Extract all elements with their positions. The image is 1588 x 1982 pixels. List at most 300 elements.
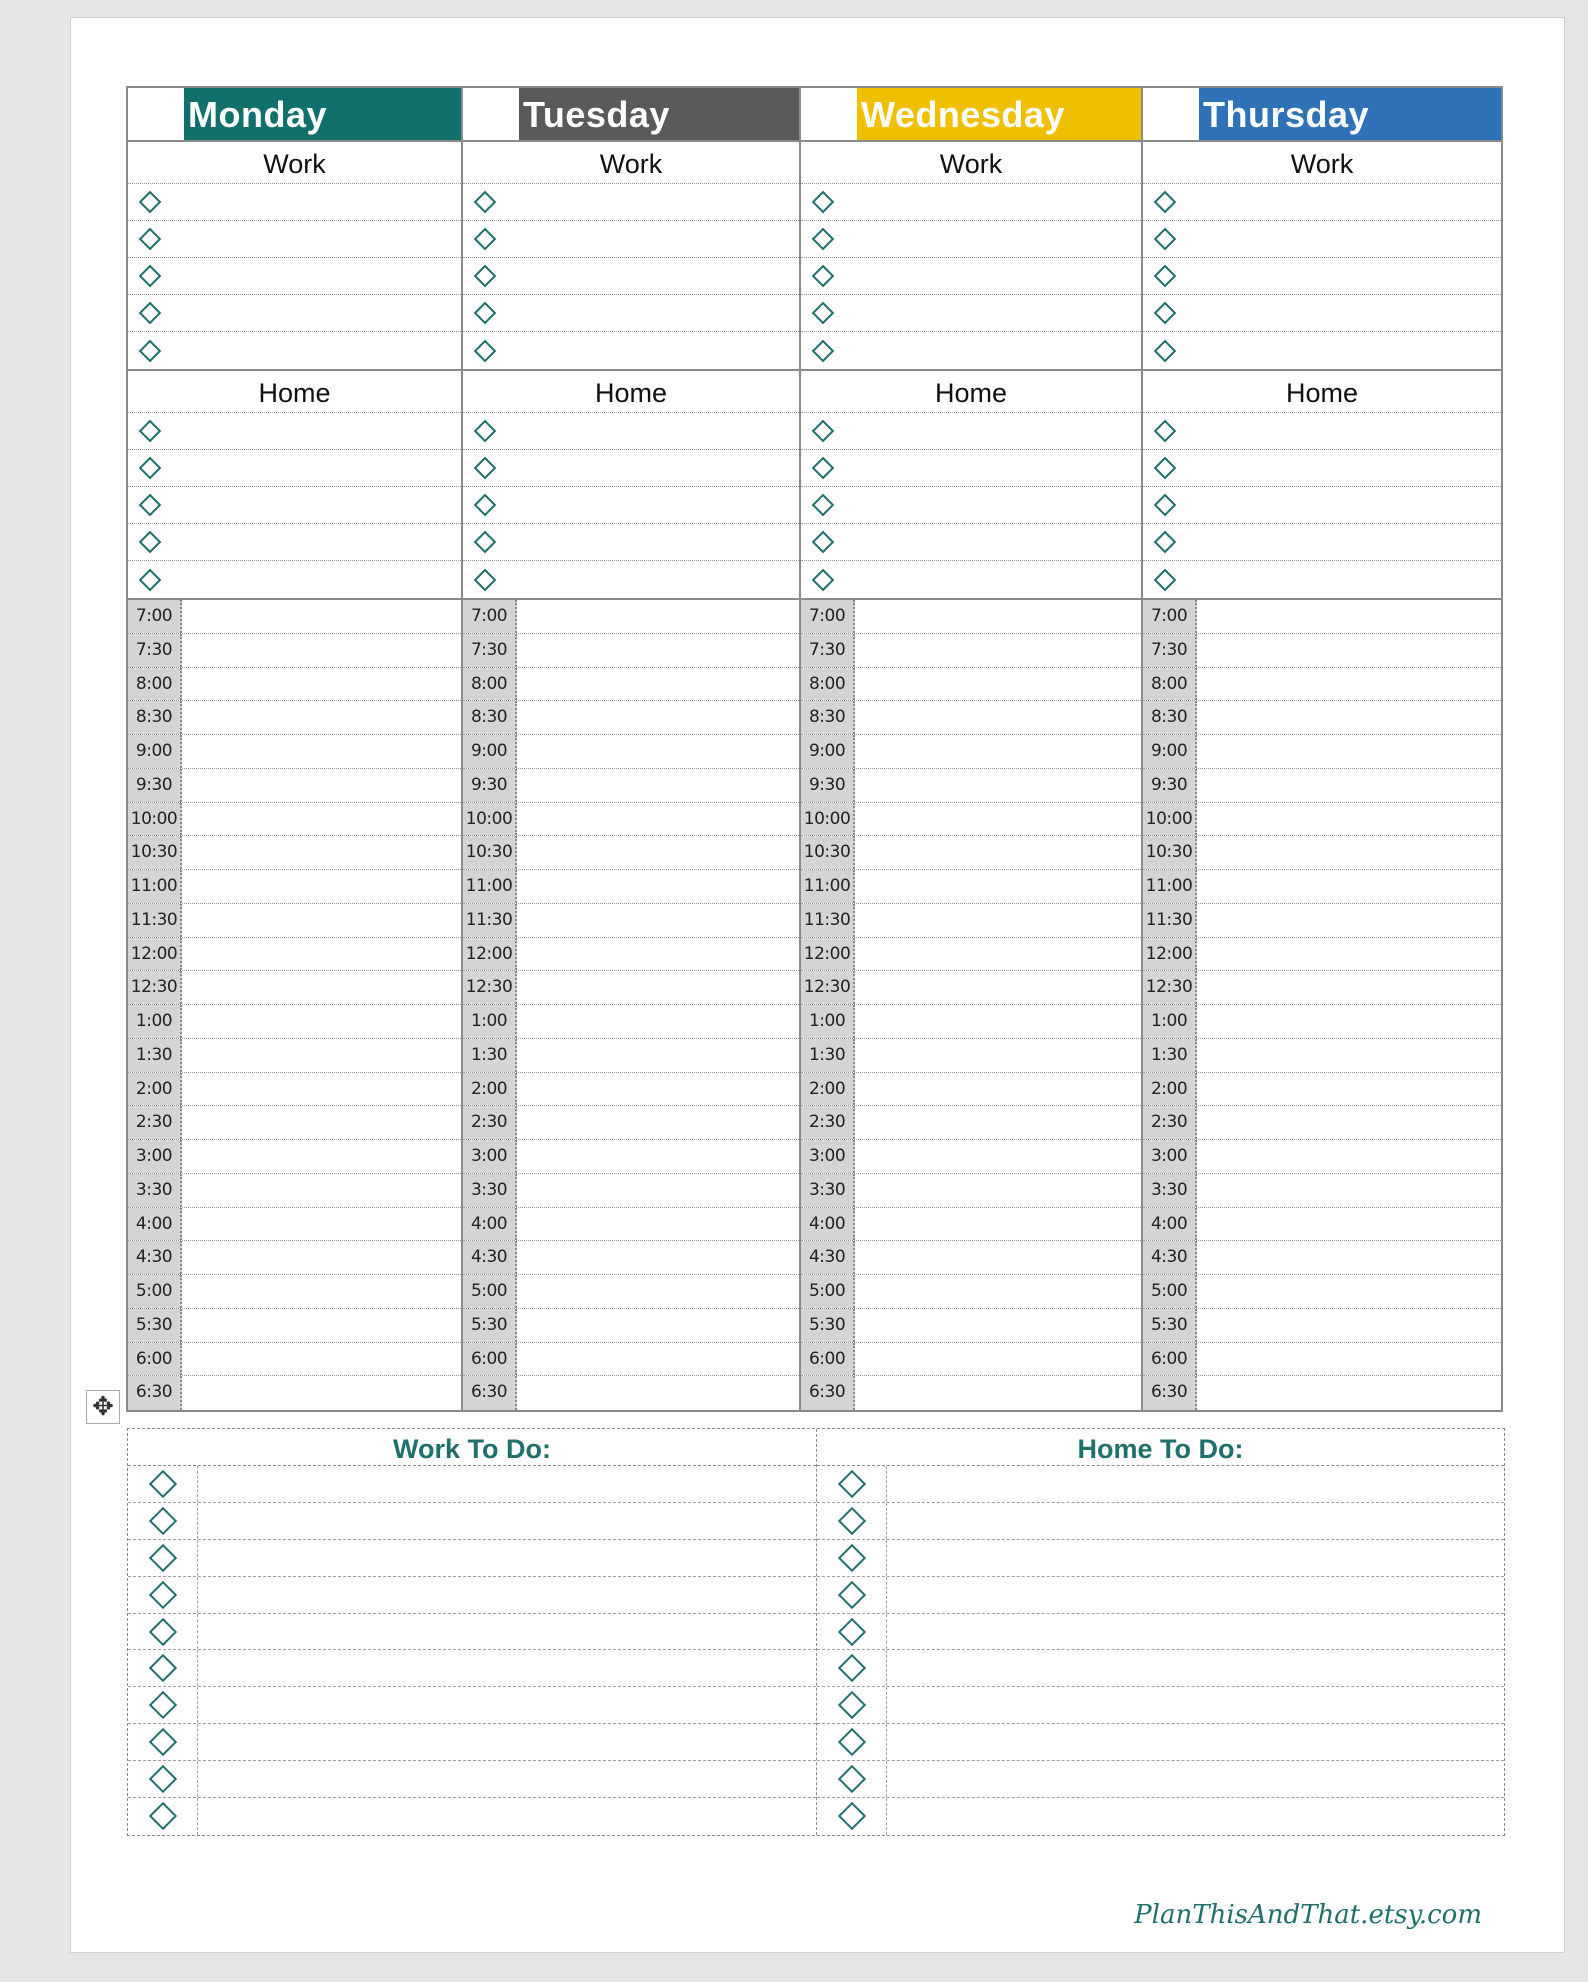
time-slot-entry[interactable] xyxy=(1197,904,1501,937)
todo-check-cell[interactable] xyxy=(817,1503,887,1539)
time-slot-entry[interactable] xyxy=(855,870,1141,903)
time-slot-entry[interactable] xyxy=(855,1073,1141,1106)
home-task-row[interactable] xyxy=(801,413,1141,450)
time-slot-row[interactable] xyxy=(1143,904,1501,938)
diamond-checkbox-icon[interactable] xyxy=(837,1691,865,1719)
home-task-row[interactable] xyxy=(463,450,799,487)
time-slot-row[interactable] xyxy=(463,803,799,837)
time-slot-entry[interactable] xyxy=(517,1208,799,1241)
time-slot-row[interactable] xyxy=(1143,769,1501,803)
time-slot-row[interactable] xyxy=(463,600,799,634)
todo-check-cell[interactable] xyxy=(128,1466,198,1502)
time-slot-entry[interactable] xyxy=(855,634,1141,667)
diamond-checkbox-icon[interactable] xyxy=(812,265,835,288)
time-slot-entry[interactable] xyxy=(855,1039,1141,1072)
diamond-checkbox-icon[interactable] xyxy=(474,420,497,443)
diamond-checkbox-icon[interactable] xyxy=(148,1728,176,1756)
home-todo-row[interactable] xyxy=(817,1724,1504,1761)
diamond-checkbox-icon[interactable] xyxy=(812,420,835,443)
diamond-checkbox-icon[interactable] xyxy=(474,228,497,251)
time-slot-entry[interactable] xyxy=(517,1140,799,1173)
time-slot-row[interactable] xyxy=(128,1106,461,1140)
time-slot-entry[interactable] xyxy=(182,701,461,734)
todo-entry[interactable] xyxy=(198,1577,816,1613)
time-slot-row[interactable] xyxy=(801,1208,1141,1242)
diamond-checkbox-icon[interactable] xyxy=(1154,457,1177,480)
diamond-checkbox-icon[interactable] xyxy=(837,1470,865,1498)
work-todo-row[interactable] xyxy=(128,1540,816,1577)
work-todo-row[interactable] xyxy=(128,1798,816,1835)
diamond-checkbox-icon[interactable] xyxy=(474,457,497,480)
time-slot-entry[interactable] xyxy=(517,1106,799,1139)
todo-entry[interactable] xyxy=(887,1650,1504,1686)
time-slot-row[interactable] xyxy=(801,1343,1141,1377)
todo-check-cell[interactable] xyxy=(817,1687,887,1723)
home-task-row[interactable] xyxy=(128,413,461,450)
time-slot-entry[interactable] xyxy=(1197,938,1501,971)
home-todo-row[interactable] xyxy=(817,1761,1504,1798)
home-todo-row[interactable] xyxy=(817,1614,1504,1651)
time-slot-entry[interactable] xyxy=(517,1073,799,1106)
time-slot-entry[interactable] xyxy=(182,1309,461,1342)
time-slot-entry[interactable] xyxy=(855,803,1141,836)
time-slot-row[interactable] xyxy=(463,634,799,668)
home-task-row[interactable] xyxy=(801,561,1141,598)
time-slot-row[interactable] xyxy=(1143,1376,1501,1410)
time-slot-row[interactable] xyxy=(128,803,461,837)
work-task-row[interactable] xyxy=(463,332,799,369)
time-slot-row[interactable] xyxy=(801,1309,1141,1343)
time-slot-entry[interactable] xyxy=(182,1376,461,1410)
time-slot-entry[interactable] xyxy=(855,735,1141,768)
time-slot-entry[interactable] xyxy=(517,1005,799,1038)
diamond-checkbox-icon[interactable] xyxy=(812,228,835,251)
time-slot-entry[interactable] xyxy=(855,1174,1141,1207)
todo-entry[interactable] xyxy=(198,1650,816,1686)
time-slot-row[interactable] xyxy=(463,1343,799,1377)
todo-entry[interactable] xyxy=(198,1503,816,1539)
time-slot-row[interactable] xyxy=(463,1140,799,1174)
work-todo-row[interactable] xyxy=(128,1650,816,1687)
home-todo-row[interactable] xyxy=(817,1798,1504,1835)
diamond-checkbox-icon[interactable] xyxy=(1154,302,1177,325)
time-slot-entry[interactable] xyxy=(517,1241,799,1274)
todo-check-cell[interactable] xyxy=(128,1761,198,1797)
diamond-checkbox-icon[interactable] xyxy=(812,302,835,325)
work-task-row[interactable] xyxy=(1143,332,1501,369)
time-slot-row[interactable] xyxy=(463,1106,799,1140)
time-slot-entry[interactable] xyxy=(182,600,461,633)
time-slot-row[interactable] xyxy=(463,1005,799,1039)
time-slot-entry[interactable] xyxy=(855,938,1141,971)
time-slot-row[interactable] xyxy=(801,1275,1141,1309)
time-slot-row[interactable] xyxy=(128,971,461,1005)
time-slot-row[interactable] xyxy=(128,1343,461,1377)
time-slot-row[interactable] xyxy=(463,870,799,904)
time-slot-row[interactable] xyxy=(801,701,1141,735)
time-slot-row[interactable] xyxy=(801,803,1141,837)
time-slot-entry[interactable] xyxy=(1197,735,1501,768)
time-slot-entry[interactable] xyxy=(855,904,1141,937)
home-task-row[interactable] xyxy=(128,450,461,487)
time-slot-row[interactable] xyxy=(128,938,461,972)
time-slot-row[interactable] xyxy=(128,1376,461,1410)
todo-check-cell[interactable] xyxy=(128,1503,198,1539)
diamond-checkbox-icon[interactable] xyxy=(148,1802,176,1830)
diamond-checkbox-icon[interactable] xyxy=(837,1802,865,1830)
work-todo-row[interactable] xyxy=(128,1724,816,1761)
time-slot-row[interactable] xyxy=(801,870,1141,904)
time-slot-row[interactable] xyxy=(463,971,799,1005)
time-slot-row[interactable] xyxy=(801,1073,1141,1107)
diamond-checkbox-icon[interactable] xyxy=(1154,568,1177,591)
home-task-row[interactable] xyxy=(1143,450,1501,487)
time-slot-entry[interactable] xyxy=(1197,1106,1501,1139)
time-slot-entry[interactable] xyxy=(517,938,799,971)
time-slot-row[interactable] xyxy=(1143,803,1501,837)
todo-check-cell[interactable] xyxy=(817,1724,887,1760)
diamond-checkbox-icon[interactable] xyxy=(474,531,497,554)
diamond-checkbox-icon[interactable] xyxy=(139,494,162,517)
time-slot-entry[interactable] xyxy=(517,668,799,701)
diamond-checkbox-icon[interactable] xyxy=(148,1617,176,1645)
work-task-row[interactable] xyxy=(463,258,799,295)
time-slot-row[interactable] xyxy=(1143,1005,1501,1039)
todo-entry[interactable] xyxy=(887,1503,1504,1539)
diamond-checkbox-icon[interactable] xyxy=(148,1765,176,1793)
time-slot-row[interactable] xyxy=(128,701,461,735)
diamond-checkbox-icon[interactable] xyxy=(1154,228,1177,251)
diamond-checkbox-icon[interactable] xyxy=(837,1580,865,1608)
time-slot-row[interactable] xyxy=(463,904,799,938)
diamond-checkbox-icon[interactable] xyxy=(837,1544,865,1572)
time-slot-entry[interactable] xyxy=(182,1005,461,1038)
diamond-checkbox-icon[interactable] xyxy=(148,1691,176,1719)
time-slot-row[interactable] xyxy=(463,1208,799,1242)
diamond-checkbox-icon[interactable] xyxy=(1154,265,1177,288)
table-move-handle-icon[interactable]: ✥ xyxy=(86,1390,120,1424)
todo-entry[interactable] xyxy=(887,1614,1504,1650)
time-slot-entry[interactable] xyxy=(182,938,461,971)
diamond-checkbox-icon[interactable] xyxy=(1154,420,1177,443)
time-slot-entry[interactable] xyxy=(1197,1005,1501,1038)
time-slot-entry[interactable] xyxy=(517,870,799,903)
time-slot-row[interactable] xyxy=(1143,971,1501,1005)
time-slot-row[interactable] xyxy=(463,1241,799,1275)
time-slot-row[interactable] xyxy=(801,1174,1141,1208)
todo-entry[interactable] xyxy=(198,1798,816,1835)
time-slot-entry[interactable] xyxy=(855,836,1141,869)
time-slot-entry[interactable] xyxy=(182,1039,461,1072)
todo-entry[interactable] xyxy=(198,1466,816,1502)
home-todo-row[interactable] xyxy=(817,1540,1504,1577)
diamond-checkbox-icon[interactable] xyxy=(148,1544,176,1572)
todo-check-cell[interactable] xyxy=(817,1540,887,1576)
time-slot-row[interactable] xyxy=(1143,701,1501,735)
time-slot-entry[interactable] xyxy=(517,1275,799,1308)
time-slot-row[interactable] xyxy=(463,668,799,702)
time-slot-entry[interactable] xyxy=(517,1376,799,1410)
work-todo-row[interactable] xyxy=(128,1577,816,1614)
home-task-row[interactable] xyxy=(801,524,1141,561)
time-slot-entry[interactable] xyxy=(855,1241,1141,1274)
time-slot-entry[interactable] xyxy=(1197,836,1501,869)
work-task-row[interactable] xyxy=(1143,258,1501,295)
time-slot-row[interactable] xyxy=(1143,634,1501,668)
todo-entry[interactable] xyxy=(887,1798,1504,1835)
home-task-row[interactable] xyxy=(128,487,461,524)
work-task-row[interactable] xyxy=(128,332,461,369)
home-todo-row[interactable] xyxy=(817,1466,1504,1503)
time-slot-entry[interactable] xyxy=(182,870,461,903)
time-slot-row[interactable] xyxy=(1143,600,1501,634)
time-slot-entry[interactable] xyxy=(182,1208,461,1241)
time-slot-entry[interactable] xyxy=(1197,1039,1501,1072)
time-slot-entry[interactable] xyxy=(517,735,799,768)
time-slot-row[interactable] xyxy=(801,904,1141,938)
time-slot-entry[interactable] xyxy=(182,836,461,869)
time-slot-entry[interactable] xyxy=(1197,1140,1501,1173)
diamond-checkbox-icon[interactable] xyxy=(1154,531,1177,554)
todo-check-cell[interactable] xyxy=(128,1577,198,1613)
time-slot-row[interactable] xyxy=(128,1140,461,1174)
home-todo-row[interactable] xyxy=(817,1503,1504,1540)
diamond-checkbox-icon[interactable] xyxy=(474,494,497,517)
time-slot-entry[interactable] xyxy=(517,1343,799,1376)
time-slot-row[interactable] xyxy=(128,600,461,634)
time-slot-entry[interactable] xyxy=(182,1174,461,1207)
home-task-row[interactable] xyxy=(463,413,799,450)
time-slot-row[interactable] xyxy=(801,1376,1141,1410)
time-slot-row[interactable] xyxy=(801,938,1141,972)
todo-entry[interactable] xyxy=(887,1540,1504,1576)
time-slot-row[interactable] xyxy=(1143,668,1501,702)
time-slot-entry[interactable] xyxy=(855,1275,1141,1308)
diamond-checkbox-icon[interactable] xyxy=(148,1654,176,1682)
todo-entry[interactable] xyxy=(887,1761,1504,1797)
time-slot-entry[interactable] xyxy=(855,971,1141,1004)
time-slot-row[interactable] xyxy=(801,1039,1141,1073)
time-slot-row[interactable] xyxy=(801,836,1141,870)
todo-check-cell[interactable] xyxy=(817,1798,887,1835)
diamond-checkbox-icon[interactable] xyxy=(139,531,162,554)
home-task-row[interactable] xyxy=(128,561,461,598)
time-slot-entry[interactable] xyxy=(517,836,799,869)
todo-entry[interactable] xyxy=(887,1687,1504,1723)
time-slot-entry[interactable] xyxy=(517,1039,799,1072)
work-task-row[interactable] xyxy=(801,295,1141,332)
home-task-row[interactable] xyxy=(463,524,799,561)
todo-check-cell[interactable] xyxy=(817,1761,887,1797)
diamond-checkbox-icon[interactable] xyxy=(474,568,497,591)
time-slot-entry[interactable] xyxy=(182,1106,461,1139)
time-slot-row[interactable] xyxy=(1143,1174,1501,1208)
work-todo-row[interactable] xyxy=(128,1466,816,1503)
time-slot-entry[interactable] xyxy=(1197,1376,1501,1410)
diamond-checkbox-icon[interactable] xyxy=(139,191,162,214)
time-slot-row[interactable] xyxy=(128,1309,461,1343)
home-todo-row[interactable] xyxy=(817,1650,1504,1687)
time-slot-row[interactable] xyxy=(1143,735,1501,769)
work-todo-row[interactable] xyxy=(128,1687,816,1724)
work-task-row[interactable] xyxy=(1143,221,1501,258)
time-slot-entry[interactable] xyxy=(855,1309,1141,1342)
diamond-checkbox-icon[interactable] xyxy=(837,1728,865,1756)
time-slot-row[interactable] xyxy=(463,735,799,769)
time-slot-entry[interactable] xyxy=(517,634,799,667)
todo-entry[interactable] xyxy=(887,1466,1504,1502)
time-slot-row[interactable] xyxy=(463,1309,799,1343)
work-task-row[interactable] xyxy=(801,332,1141,369)
time-slot-row[interactable] xyxy=(1143,870,1501,904)
time-slot-entry[interactable] xyxy=(182,668,461,701)
work-task-row[interactable] xyxy=(128,258,461,295)
time-slot-row[interactable] xyxy=(801,1241,1141,1275)
time-slot-entry[interactable] xyxy=(855,1208,1141,1241)
time-slot-row[interactable] xyxy=(801,735,1141,769)
time-slot-row[interactable] xyxy=(1143,1309,1501,1343)
time-slot-entry[interactable] xyxy=(517,1174,799,1207)
todo-check-cell[interactable] xyxy=(128,1724,198,1760)
time-slot-entry[interactable] xyxy=(517,904,799,937)
time-slot-entry[interactable] xyxy=(1197,634,1501,667)
diamond-checkbox-icon[interactable] xyxy=(148,1470,176,1498)
home-task-row[interactable] xyxy=(1143,487,1501,524)
home-task-row[interactable] xyxy=(801,487,1141,524)
time-slot-entry[interactable] xyxy=(182,1275,461,1308)
diamond-checkbox-icon[interactable] xyxy=(139,420,162,443)
todo-entry[interactable] xyxy=(887,1577,1504,1613)
time-slot-row[interactable] xyxy=(128,668,461,702)
time-slot-entry[interactable] xyxy=(517,769,799,802)
time-slot-row[interactable] xyxy=(463,1376,799,1410)
time-slot-entry[interactable] xyxy=(182,634,461,667)
time-slot-row[interactable] xyxy=(128,735,461,769)
diamond-checkbox-icon[interactable] xyxy=(139,339,162,362)
time-slot-entry[interactable] xyxy=(182,1241,461,1274)
time-slot-row[interactable] xyxy=(1143,1140,1501,1174)
time-slot-row[interactable] xyxy=(463,1275,799,1309)
time-slot-entry[interactable] xyxy=(517,803,799,836)
time-slot-row[interactable] xyxy=(1143,1073,1501,1107)
time-slot-entry[interactable] xyxy=(1197,1208,1501,1241)
home-task-row[interactable] xyxy=(1143,524,1501,561)
todo-entry[interactable] xyxy=(198,1724,816,1760)
time-slot-entry[interactable] xyxy=(1197,1241,1501,1274)
todo-entry[interactable] xyxy=(198,1761,816,1797)
time-slot-row[interactable] xyxy=(463,1039,799,1073)
diamond-checkbox-icon[interactable] xyxy=(474,302,497,325)
work-todo-row[interactable] xyxy=(128,1503,816,1540)
time-slot-entry[interactable] xyxy=(1197,1174,1501,1207)
diamond-checkbox-icon[interactable] xyxy=(837,1617,865,1645)
work-todo-row[interactable] xyxy=(128,1614,816,1651)
todo-check-cell[interactable] xyxy=(817,1614,887,1650)
time-slot-entry[interactable] xyxy=(855,1376,1141,1410)
todo-check-cell[interactable] xyxy=(128,1540,198,1576)
diamond-checkbox-icon[interactable] xyxy=(812,531,835,554)
home-task-row[interactable] xyxy=(463,561,799,598)
work-task-row[interactable] xyxy=(801,221,1141,258)
time-slot-entry[interactable] xyxy=(182,803,461,836)
diamond-checkbox-icon[interactable] xyxy=(474,191,497,214)
todo-check-cell[interactable] xyxy=(817,1466,887,1502)
time-slot-entry[interactable] xyxy=(855,1343,1141,1376)
work-task-row[interactable] xyxy=(463,295,799,332)
time-slot-row[interactable] xyxy=(1143,1208,1501,1242)
todo-entry[interactable] xyxy=(198,1540,816,1576)
time-slot-row[interactable] xyxy=(1143,1106,1501,1140)
time-slot-row[interactable] xyxy=(463,701,799,735)
time-slot-entry[interactable] xyxy=(1197,1343,1501,1376)
work-task-row[interactable] xyxy=(1143,184,1501,221)
time-slot-entry[interactable] xyxy=(855,769,1141,802)
diamond-checkbox-icon[interactable] xyxy=(139,457,162,480)
diamond-checkbox-icon[interactable] xyxy=(139,228,162,251)
time-slot-row[interactable] xyxy=(128,1005,461,1039)
time-slot-row[interactable] xyxy=(463,769,799,803)
diamond-checkbox-icon[interactable] xyxy=(812,494,835,517)
home-task-row[interactable] xyxy=(801,450,1141,487)
time-slot-row[interactable] xyxy=(1143,1275,1501,1309)
home-todo-row[interactable] xyxy=(817,1577,1504,1614)
time-slot-entry[interactable] xyxy=(182,971,461,1004)
home-task-row[interactable] xyxy=(1143,413,1501,450)
home-task-row[interactable] xyxy=(128,524,461,561)
time-slot-entry[interactable] xyxy=(1197,803,1501,836)
diamond-checkbox-icon[interactable] xyxy=(148,1580,176,1608)
todo-check-cell[interactable] xyxy=(128,1687,198,1723)
time-slot-row[interactable] xyxy=(128,634,461,668)
time-slot-entry[interactable] xyxy=(517,600,799,633)
time-slot-entry[interactable] xyxy=(517,701,799,734)
time-slot-row[interactable] xyxy=(128,1174,461,1208)
work-task-row[interactable] xyxy=(128,221,461,258)
time-slot-entry[interactable] xyxy=(1197,769,1501,802)
time-slot-row[interactable] xyxy=(128,870,461,904)
work-task-row[interactable] xyxy=(463,221,799,258)
diamond-checkbox-icon[interactable] xyxy=(1154,191,1177,214)
diamond-checkbox-icon[interactable] xyxy=(148,1507,176,1535)
time-slot-row[interactable] xyxy=(1143,1039,1501,1073)
time-slot-row[interactable] xyxy=(128,1275,461,1309)
diamond-checkbox-icon[interactable] xyxy=(812,191,835,214)
diamond-checkbox-icon[interactable] xyxy=(837,1507,865,1535)
diamond-checkbox-icon[interactable] xyxy=(837,1765,865,1793)
time-slot-entry[interactable] xyxy=(1197,1275,1501,1308)
todo-entry[interactable] xyxy=(198,1614,816,1650)
time-slot-row[interactable] xyxy=(463,1073,799,1107)
time-slot-entry[interactable] xyxy=(855,600,1141,633)
work-task-row[interactable] xyxy=(463,184,799,221)
work-task-row[interactable] xyxy=(801,258,1141,295)
work-todo-row[interactable] xyxy=(128,1761,816,1798)
time-slot-entry[interactable] xyxy=(855,1106,1141,1139)
diamond-checkbox-icon[interactable] xyxy=(1154,494,1177,517)
todo-check-cell[interactable] xyxy=(128,1614,198,1650)
time-slot-entry[interactable] xyxy=(855,668,1141,701)
time-slot-entry[interactable] xyxy=(182,1343,461,1376)
diamond-checkbox-icon[interactable] xyxy=(812,457,835,480)
diamond-checkbox-icon[interactable] xyxy=(474,265,497,288)
home-task-row[interactable] xyxy=(463,487,799,524)
time-slot-row[interactable] xyxy=(801,769,1141,803)
time-slot-row[interactable] xyxy=(801,1005,1141,1039)
time-slot-entry[interactable] xyxy=(517,1309,799,1342)
time-slot-entry[interactable] xyxy=(1197,1073,1501,1106)
work-task-row[interactable] xyxy=(128,184,461,221)
time-slot-entry[interactable] xyxy=(182,735,461,768)
